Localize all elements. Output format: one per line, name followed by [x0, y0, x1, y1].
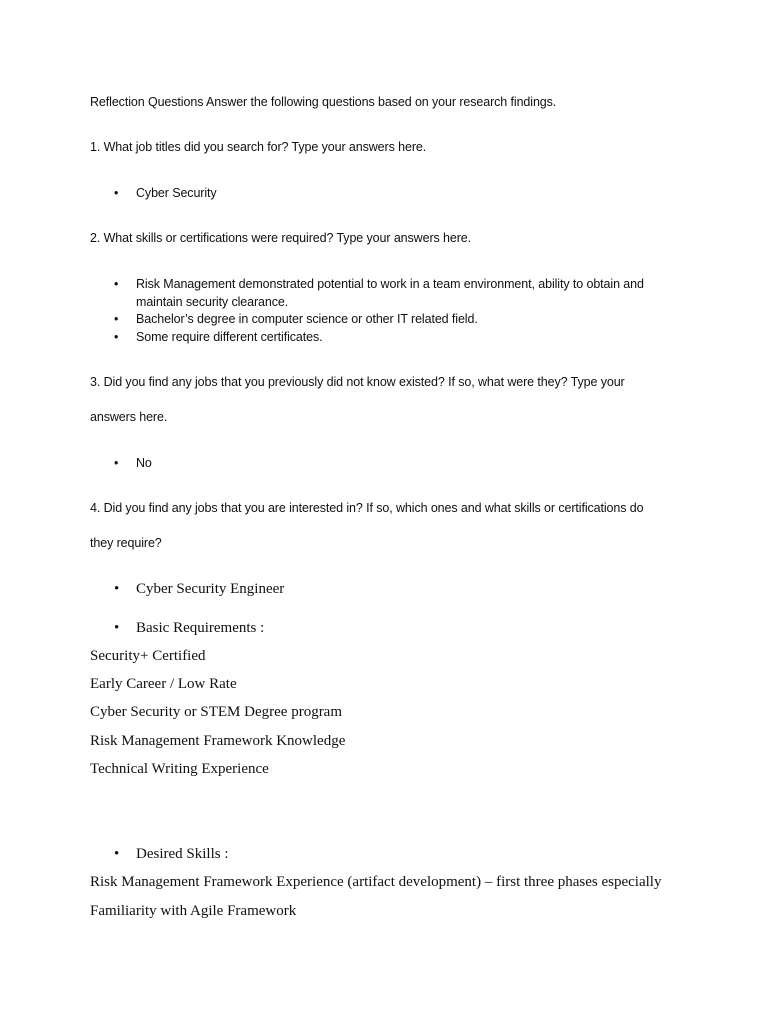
- bullet-icon: •: [114, 620, 120, 636]
- list-item: [114, 454, 678, 472]
- bullet-icon: •: [114, 312, 119, 326]
- list-item: [114, 579, 678, 599]
- bullet-icon: •: [114, 456, 119, 470]
- question-4-line-1: 4. Did you find any jobs that you are interested in? If so, which ones and what skills or certifications do: [90, 501, 644, 515]
- bullet-icon: •: [114, 581, 120, 597]
- answer-text: No: [136, 456, 152, 470]
- bullet-icon: •: [114, 330, 119, 344]
- answer-text: [136, 275, 644, 311]
- question-1: 1. What job titles did you search for? Type your answers here.: [90, 140, 427, 154]
- bullet-icon: •: [114, 846, 120, 862]
- desired-skill-item: Risk Management Framework Experience (artifact development) – first three phases especially: [90, 874, 662, 890]
- list-item: [114, 310, 678, 328]
- job-title: Cyber Security Engineer: [136, 581, 285, 597]
- requirement-item: Risk Management Framework Knowledge: [90, 733, 346, 749]
- requirement-item: Early Career / Low Rate: [90, 676, 237, 692]
- answer-text: Bachelor’s degree in computer science or other IT related field.: [136, 312, 478, 326]
- question-3-line-1: 3. Did you find any jobs that you previously did not know existed? If so, what were they? Type your: [90, 375, 625, 389]
- requirement-item: Technical Writing Experience: [90, 761, 269, 777]
- question-2: 2. What skills or certifications were required? Type your answers here.: [90, 231, 472, 245]
- requirement-item: Security+ Certified: [90, 648, 206, 664]
- answer-text: Cyber Security: [136, 186, 217, 200]
- list-item: [114, 844, 678, 864]
- answer-text-line: Risk Management demonstrated potential to work in a team environment, ability to obtain and: [136, 277, 644, 291]
- list-item: [114, 328, 678, 346]
- list-item: [114, 184, 678, 202]
- question-4-line-2: they require?: [90, 536, 162, 550]
- answer-text: Some require different certificates.: [136, 330, 323, 344]
- bullet-icon: •: [114, 186, 119, 200]
- list-item: [114, 618, 678, 638]
- desired-skills-heading: Desired Skills :: [136, 846, 229, 862]
- bullet-icon: •: [114, 277, 119, 291]
- question-3-line-2: answers here.: [90, 410, 168, 424]
- basic-requirements-heading: Basic Requirements :: [136, 620, 265, 636]
- desired-skill-item: Familiarity with Agile Framework: [90, 903, 297, 919]
- answer-text-line: maintain security clearance.: [136, 295, 289, 309]
- list-item: [114, 275, 678, 311]
- requirement-item: Cyber Security or STEM Degree program: [90, 704, 343, 720]
- intro-text: Reflection Questions Answer the following questions based on your research findings.: [90, 95, 557, 109]
